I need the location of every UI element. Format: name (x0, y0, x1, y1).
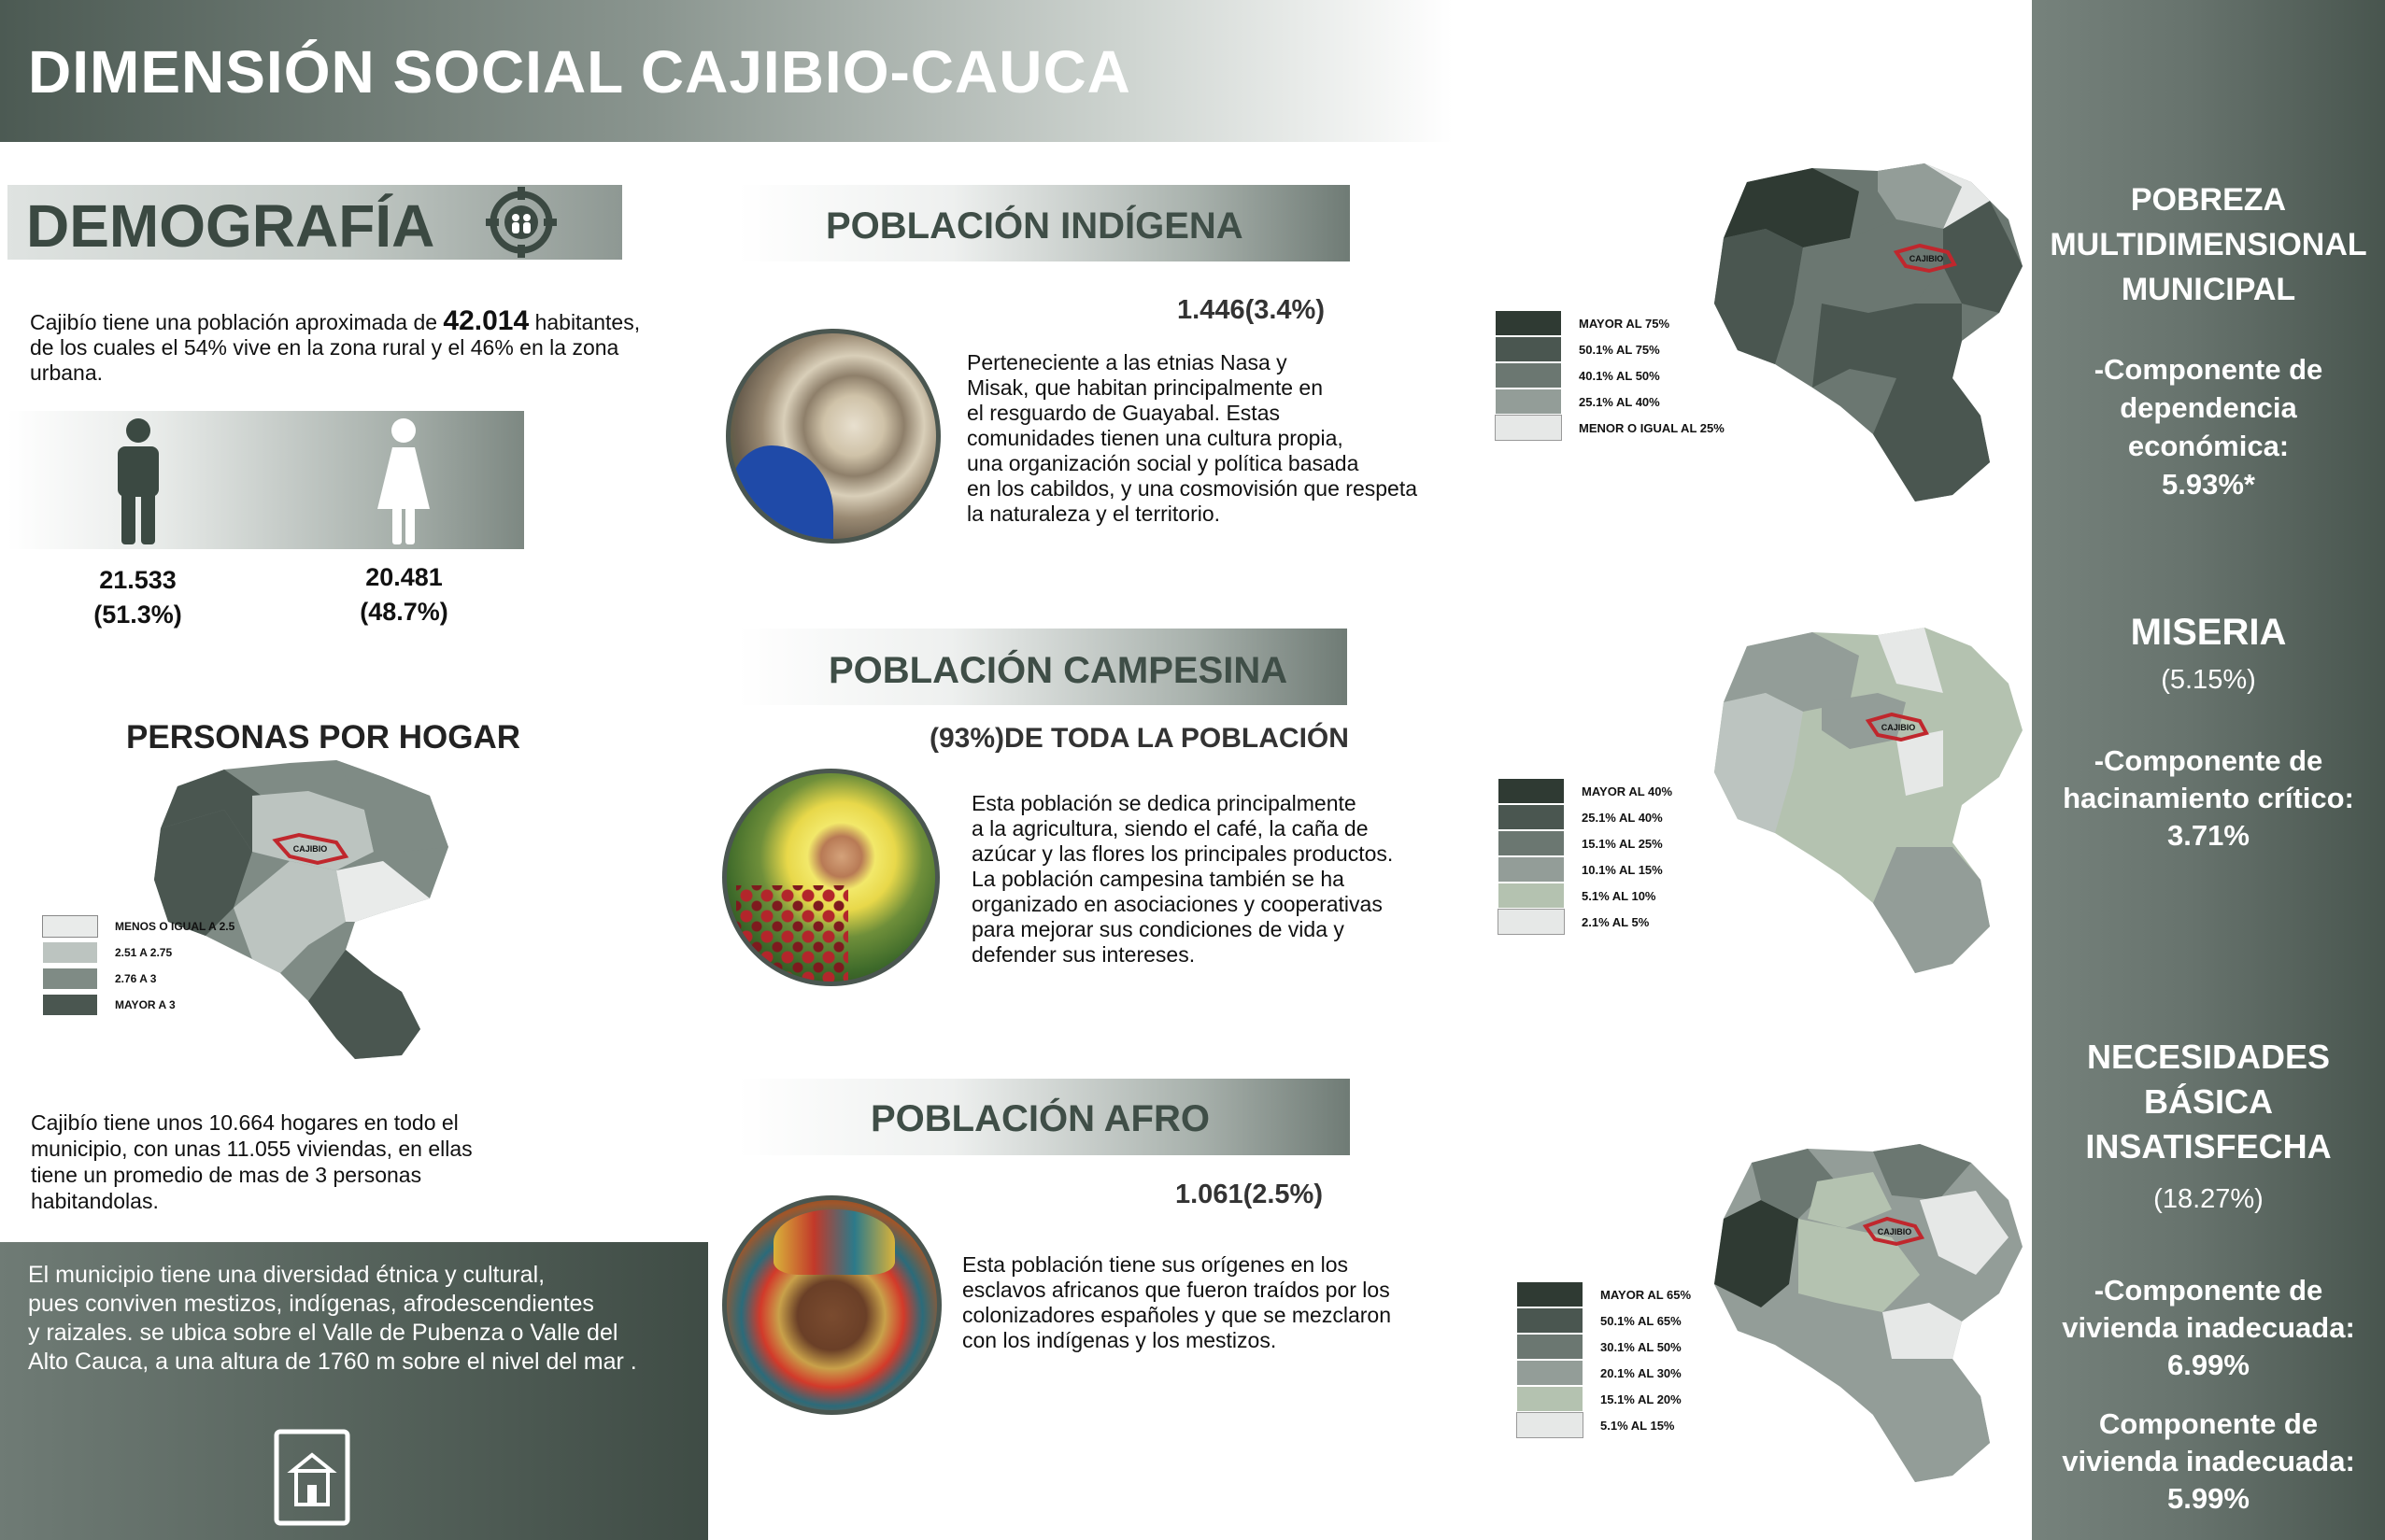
miseria-title: MISERIA (2130, 612, 2287, 653)
legend-row: 25.1% AL 40% (1498, 804, 1672, 830)
female-icon (372, 417, 435, 546)
population-total: 42.014 (443, 305, 530, 336)
legend-row: 5.1% AL 10% (1498, 883, 1672, 909)
legend-row: 15.1% AL 25% (1498, 830, 1672, 856)
indigena-legend (1495, 310, 1725, 441)
afro-text: Esta población tiene sus orígenes en los esclavos africanos que fueron traídos por los colonizadores españoles y que se mezclaron con los indígenas y los mestizos. (962, 1252, 1391, 1352)
legend-swatch (1495, 389, 1562, 415)
campesina-legend (1498, 778, 1672, 935)
legend-swatch (1498, 856, 1565, 883)
afro-photo (722, 1195, 942, 1415)
male-icon (110, 417, 166, 546)
legend-swatch (1516, 1360, 1583, 1386)
legend-row: MAYOR AL 40% (1498, 778, 1672, 804)
campesina-photo (722, 769, 940, 986)
legend-row: MAYOR AL 65% (1516, 1281, 1691, 1307)
legend-swatch (1498, 830, 1565, 856)
nbi-value: (18.27%) (2153, 1184, 2264, 1214)
afro-stat: 1.061(2.5%) (1175, 1180, 1323, 1209)
legend-row: 50.1% AL 65% (1516, 1307, 1691, 1334)
afro-map (1705, 1144, 2027, 1485)
legend-row: 2.1% AL 5% (1498, 909, 1672, 935)
legend-swatch (42, 994, 98, 1016)
indigena-text: Perteneciente a las etnias Nasa y Misak, que habitan principalmente en el resguardo de Guayabal. Estas comunidades tienen una cultura propia, una organización social y política basada en los cabildos, y una cosmovisión que respeta la naturaleza y el territorio. (967, 350, 1418, 526)
legend-row: MENOS O IGUAL A 2.5 (42, 913, 234, 940)
hogar-map-label: CAJIBIO (292, 844, 328, 854)
indigena-title: POBLACIÓN INDÍGENA (826, 205, 1243, 247)
legend-swatch (1498, 778, 1565, 804)
nbi-component-1: -Componente de vivienda inadecuada: 6.99% (2062, 1274, 2355, 1381)
legend-swatch (1516, 1412, 1583, 1438)
pobreza-component: -Componente de dependencia económica: 5.93%* (2094, 353, 2323, 501)
miseria-value: (5.15%) (2161, 665, 2256, 695)
female-stats: 20.481 (48.7%) (360, 563, 448, 626)
legend-swatch (1495, 336, 1562, 362)
afro-map-label: CAJIBIO (1877, 1227, 1912, 1236)
legend-row: 20.1% AL 30% (1516, 1360, 1691, 1386)
pobreza-title: POBREZA MULTIDIMENSIONAL MUNICIPAL (2050, 182, 2367, 307)
right-panel (2032, 0, 2385, 1540)
legend-swatch (42, 915, 98, 938)
legend-swatch (42, 941, 98, 964)
personas-hogar-title: PERSONAS POR HOGAR (126, 719, 520, 756)
indigena-photo (726, 329, 941, 544)
house-frame-icon (274, 1429, 350, 1526)
legend-row: MAYOR A 3 (42, 992, 234, 1018)
coffee-berries (736, 885, 848, 986)
legend-row: 25.1% AL 40% (1495, 389, 1725, 415)
legend-swatch (1498, 804, 1565, 830)
legend-row: 10.1% AL 15% (1498, 856, 1672, 883)
hogar-legend (42, 913, 234, 1018)
legend-row: MENOR O IGUAL AL 25% (1495, 415, 1725, 441)
legend-swatch (1495, 415, 1562, 441)
legend-row: 50.1% AL 75% (1495, 336, 1725, 362)
male-stats: 21.533 (51.3%) (93, 566, 182, 629)
people-target-icon (484, 185, 559, 260)
legend-swatch (42, 968, 98, 990)
legend-swatch (1516, 1281, 1583, 1307)
legend-swatch (1516, 1307, 1583, 1334)
miseria-component: -Componente de hacinamiento crítico: 3.71% (2063, 744, 2354, 852)
legend-swatch (1495, 362, 1562, 389)
indigena-stat: 1.446(3.4%) (1177, 295, 1325, 325)
afro-title: POBLACIÓN AFRO (871, 1098, 1210, 1139)
legend-row: 40.1% AL 50% (1495, 362, 1725, 389)
campesina-stat: (93%)DE TODA LA POBLACIÓN (930, 723, 1349, 754)
afro-legend (1516, 1281, 1691, 1438)
nbi-title: NECESIDADES BÁSICA INSATISFECHA (2085, 1038, 2332, 1166)
hogar-text: Cajibío tiene unos 10.664 hogares en todo el municipio, con unas 11.055 viviendas, en ellas tiene un promedio de mas de 3 personas habitandolas. (31, 1110, 473, 1213)
campesina-map (1710, 628, 2027, 982)
legend-swatch (1516, 1386, 1583, 1412)
demografia-intro: Cajibío tiene una población aproximada de 42.014 habitantes, de los cuales el 54% vive en la zona rural y el 46% en la zona urbana. (30, 305, 641, 385)
legend-row: 15.1% AL 20% (1516, 1386, 1691, 1412)
nbi-component-2: Componente de vivienda inadecuada: 5.99% (2062, 1407, 2355, 1515)
hat-photo-accent (731, 445, 833, 544)
headwrap (774, 1209, 895, 1275)
header-bar (0, 0, 1453, 142)
legend-row: 2.51 A 2.75 (42, 940, 234, 966)
legend-swatch (1498, 883, 1565, 909)
legend-row: 2.76 A 3 (42, 966, 234, 992)
legend-swatch (1495, 310, 1562, 336)
ethnic-diversity-text: El municipio tiene una diversidad étnica y cultural, pues conviven mestizos, indígenas, afrodescendientes y raizales. se ubica sobre el Valle de Pubenza o Valle del Alto Cauca, a una altura de 1760 m sobre el nivel del mar . (28, 1262, 637, 1375)
legend-row: MAYOR AL 75% (1495, 310, 1725, 336)
legend-swatch (1516, 1334, 1583, 1360)
page-title: DIMENSIÓN SOCIAL CAJIBIO-CAUCA (28, 38, 1131, 106)
gender-band (7, 411, 524, 549)
indigena-map-label: CAJIBIO (1909, 254, 1944, 263)
legend-swatch (1498, 909, 1565, 935)
demografia-title: DEMOGRAFÍA (26, 192, 435, 260)
indigena-map (1710, 163, 2027, 509)
ethnic-diversity-box (0, 1242, 708, 1540)
campesina-text: Esta población se dedica principalmente a la agricultura, siendo el café, la caña de azúcar y las flores los principales productos. La población campesina también se ha organizado en asociaciones y cooperativas para mejorar sus condiciones de vida y defender sus intereses. (972, 791, 1394, 967)
campesina-map-label: CAJIBIO (1881, 723, 1916, 732)
legend-row: 5.1% AL 15% (1516, 1412, 1691, 1438)
legend-row: 30.1% AL 50% (1516, 1334, 1691, 1360)
campesina-title: POBLACIÓN CAMPESINA (829, 650, 1288, 691)
